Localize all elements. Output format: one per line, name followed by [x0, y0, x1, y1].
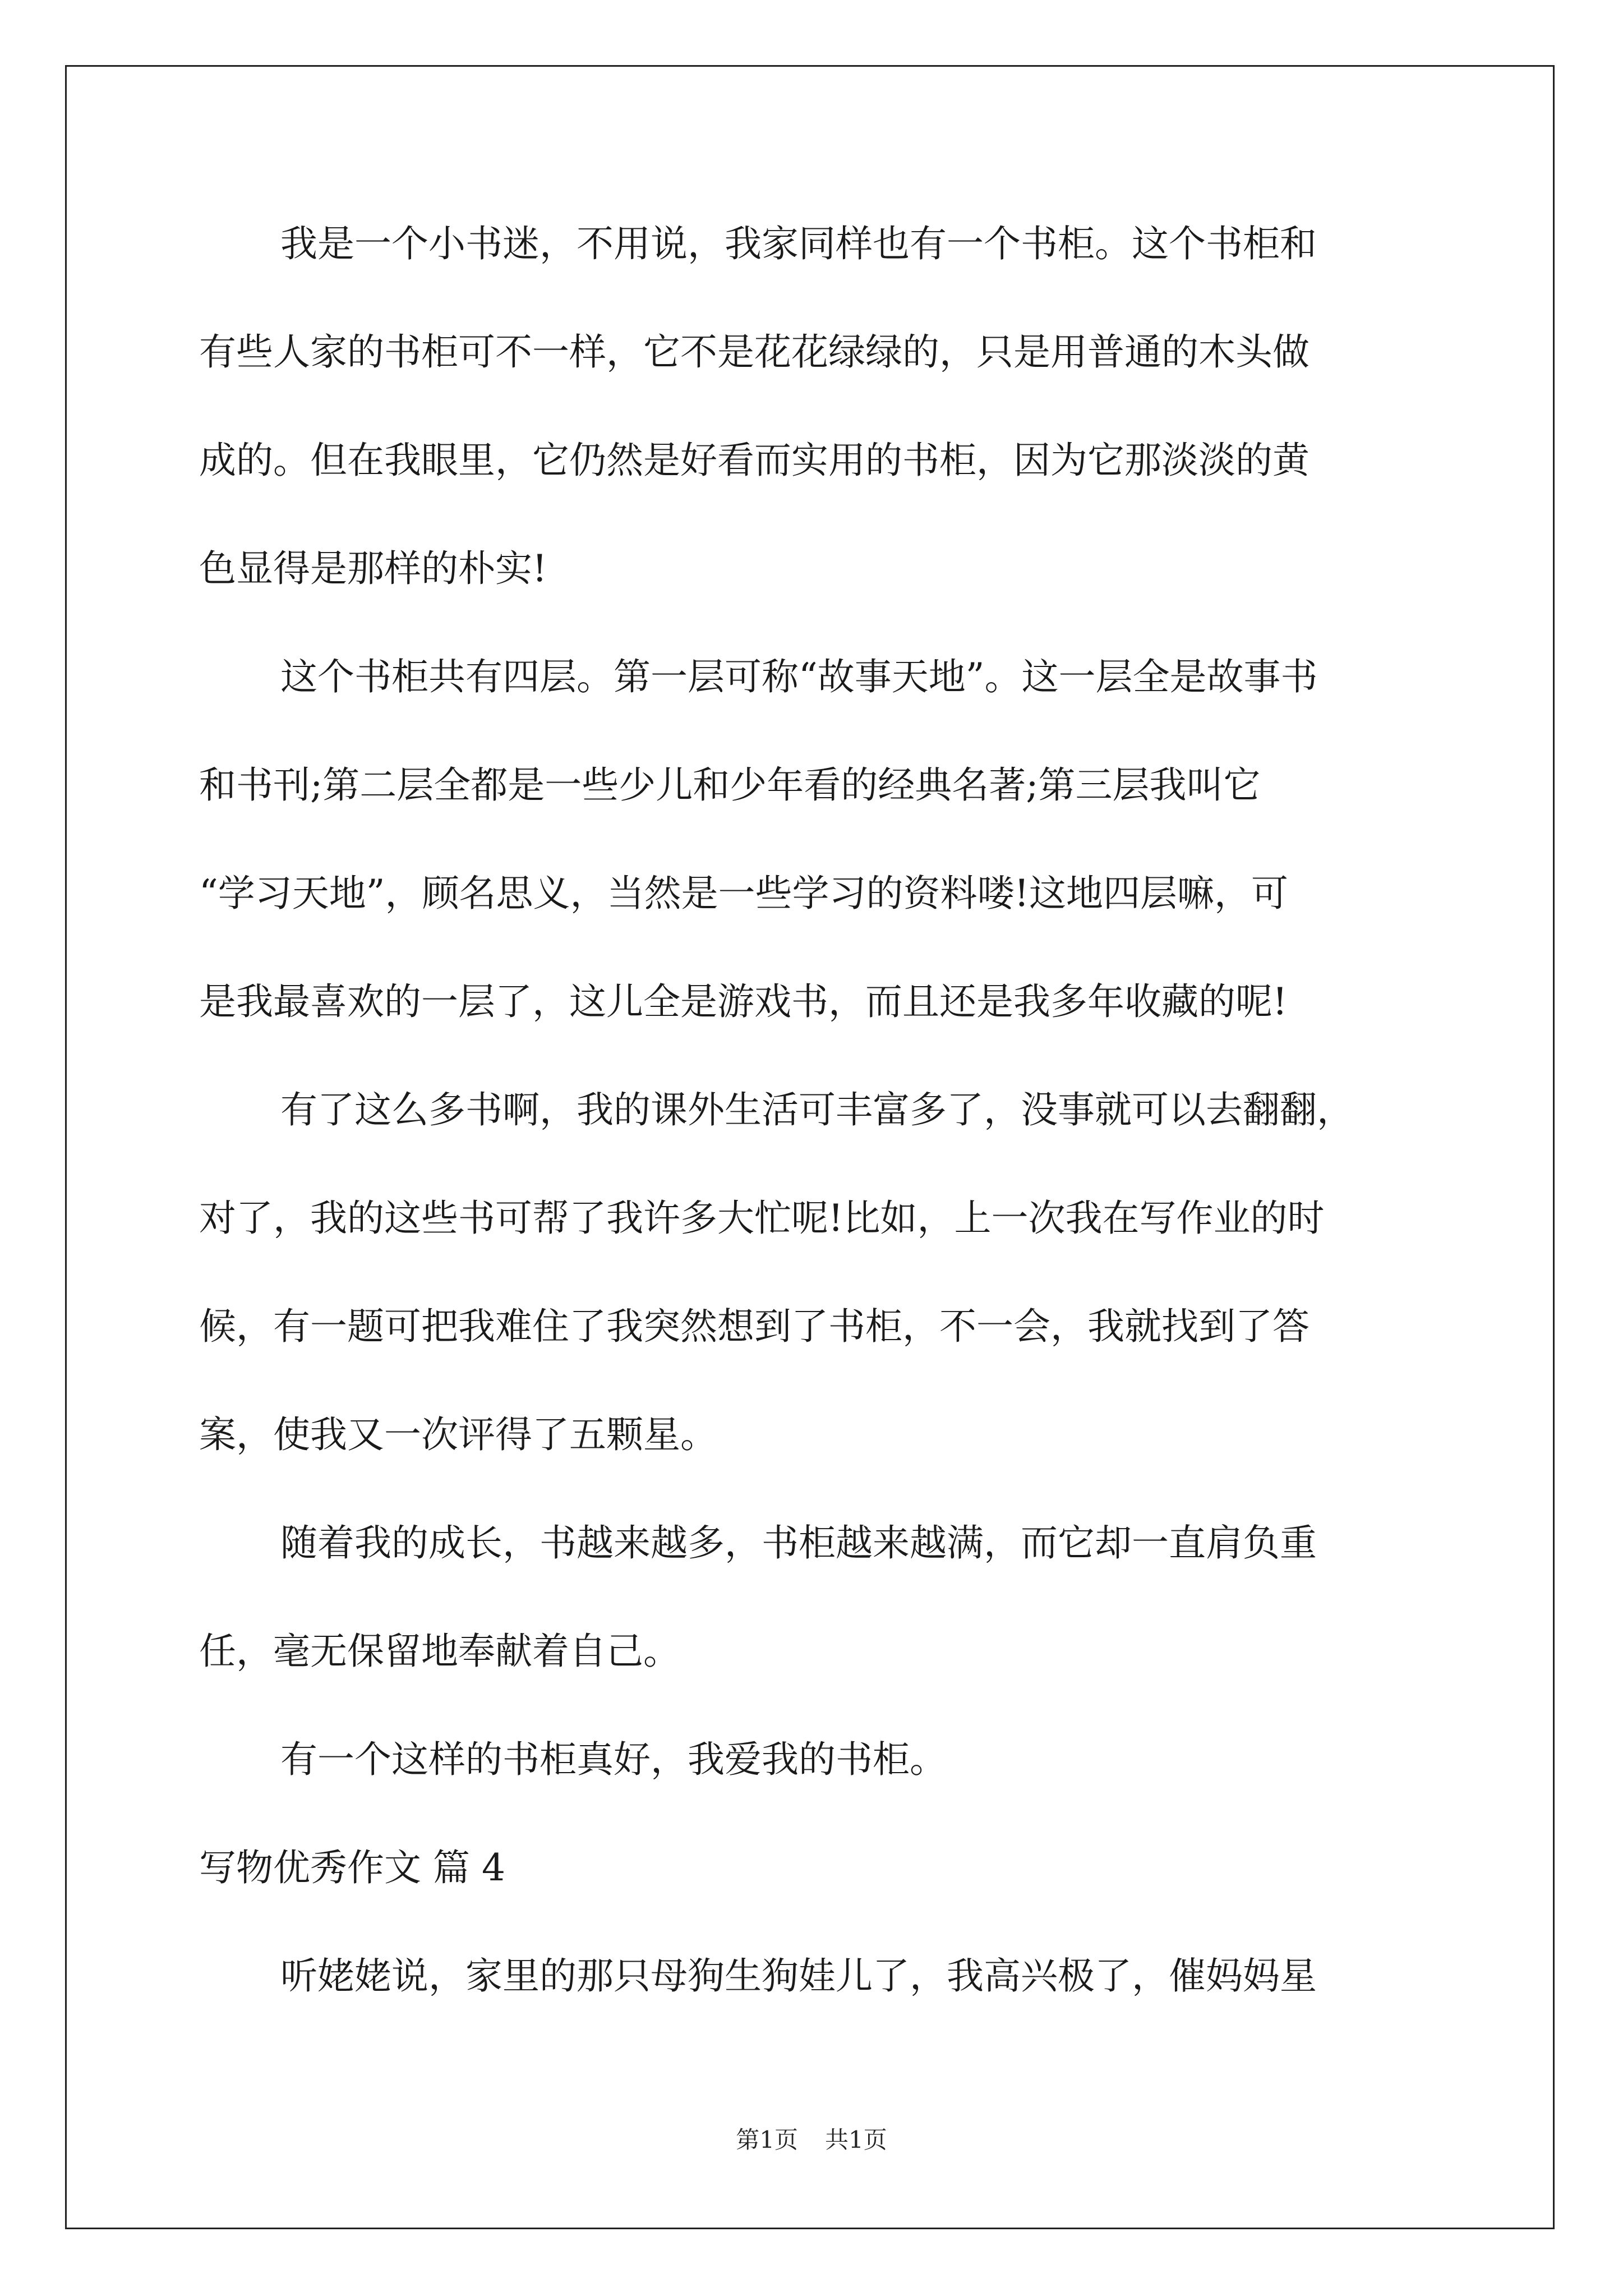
page-footer — [0, 2126, 1623, 2154]
text-line: 我是一个小书迷，不用说，我家同样也有一个书柜。这个书柜和 — [280, 222, 1317, 265]
document-body — [199, 224, 1427, 2065]
text-line: “学习天地”，顾名思义，当然是一些学习的资料喽!这地四层嘛，可 — [199, 872, 1289, 915]
text-line: 有了这么多书啊，我的课外生活可丰富多了，没事就可以去翻翻， — [280, 1088, 1354, 1131]
text-line: 成的。但在我眼里，它仍然是好看而实用的书柜，因为它那淡淡的黄 — [199, 439, 1310, 482]
text-line: 随着我的成长，书越来越多，书柜越来越满，而它却一直肩负重 — [280, 1521, 1317, 1565]
section-heading: 写物优秀作文 篇 4 — [199, 1846, 505, 1889]
text-line: 这个书柜共有四层。第一层可称“故事天地”。这一层全是故事书 — [280, 655, 1318, 698]
text-line: 听姥姥说，家里的那只母狗生狗娃儿了，我高兴极了，催妈妈星 — [280, 1954, 1317, 1998]
text-line: 有些人家的书柜可不一样，它不是花花绿绿的，只是用普通的木头做 — [199, 330, 1310, 374]
text-line: 有一个这样的书柜真好，我爱我的书柜。 — [280, 1738, 947, 1781]
page-number: 第1页 — [736, 2126, 798, 2154]
text-line: 任，毫无保留地奉献着自己。 — [199, 1630, 680, 1673]
text-line: 候，有一题可把我难住了我突然想到了书柜，不一会，我就找到了答 — [199, 1305, 1310, 1348]
page-total: 共1页 — [825, 2126, 887, 2154]
text-line: 色显得是那样的朴实! — [199, 547, 547, 590]
text-line: 案，使我又一次评得了五颗星。 — [199, 1413, 717, 1456]
text-line: 和书刊;第二层全都是一些少儿和少年看的经典名著;第三层我叫它 — [199, 763, 1261, 807]
text-line: 是我最喜欢的一层了，这儿全是游戏书，而且还是我多年收藏的呢! — [199, 980, 1288, 1023]
text-line: 对了，我的这些书可帮了我许多大忙呢!比如，上一次我在写作业的时 — [199, 1197, 1325, 1240]
